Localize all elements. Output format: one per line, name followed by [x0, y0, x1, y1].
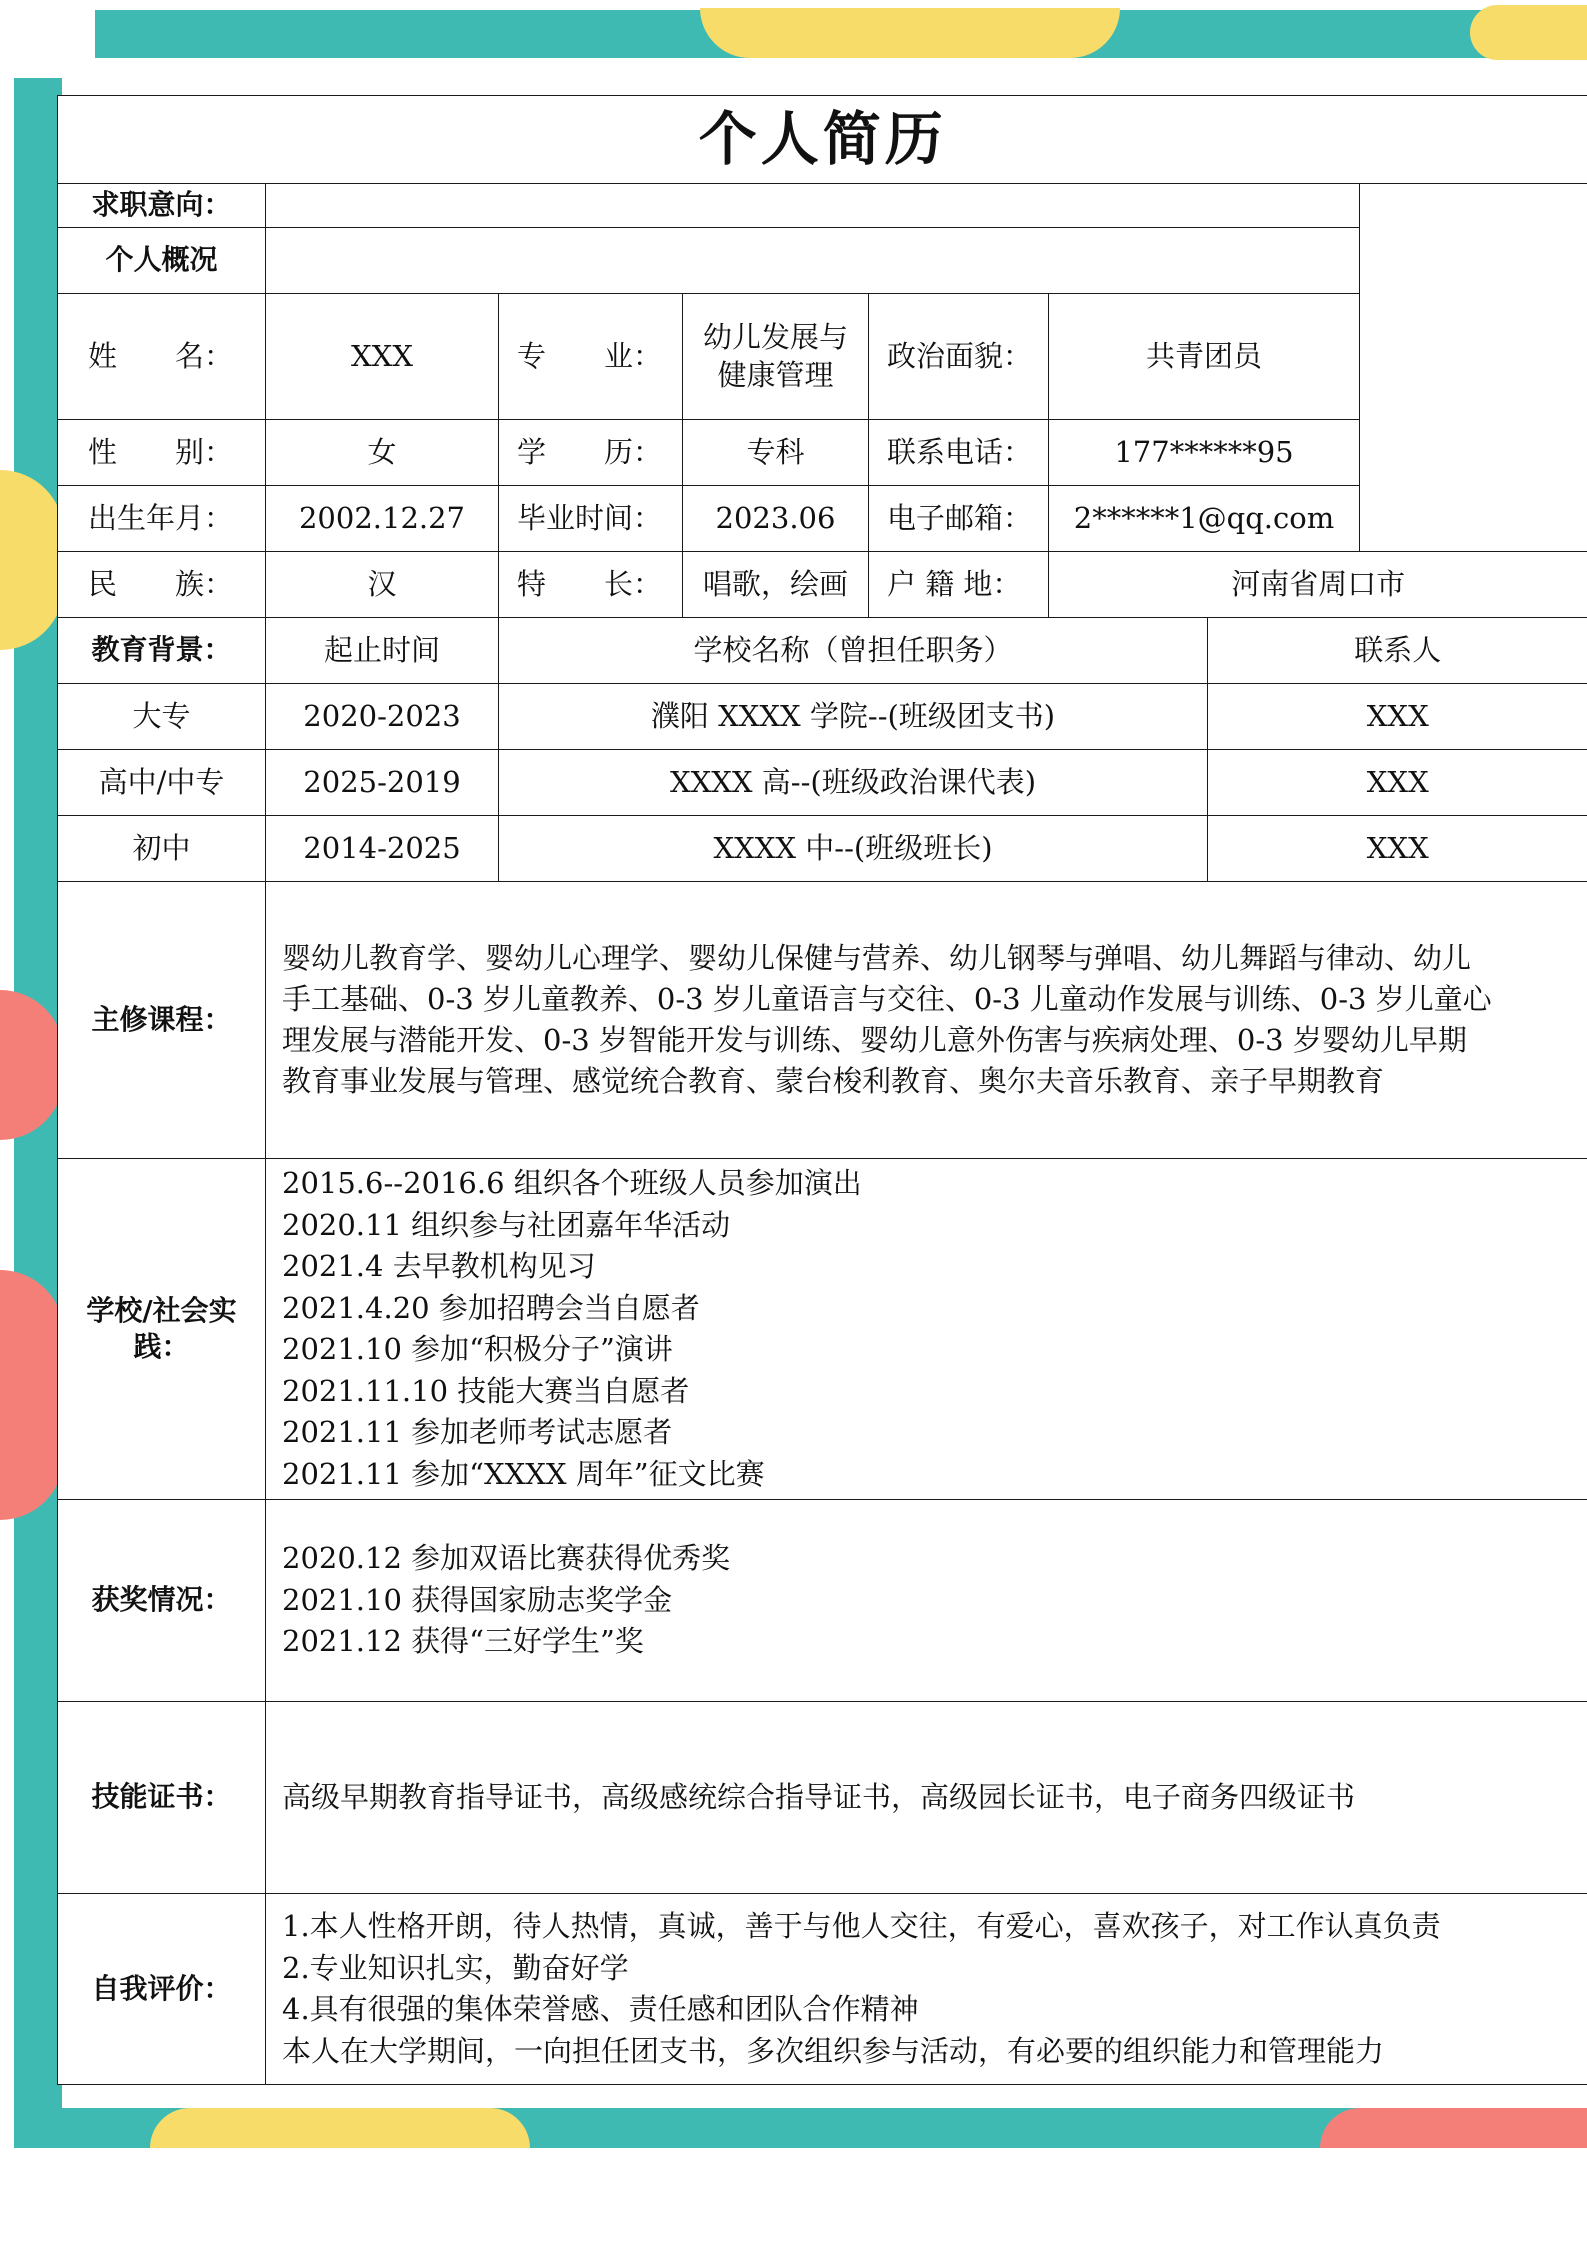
self-eval-item: 本人在大学期间，一向担任团支书，多次组织参与活动，有必要的组织能力和管理能力: [282, 2033, 1385, 2068]
deco-top-yellow-2: [1470, 5, 1587, 60]
award-item: 2020.12 参加双语比赛获得优秀奖: [282, 1541, 731, 1576]
practice-item: 2021.4.20 参加招聘会当自愿者: [282, 1290, 700, 1325]
gender-label: 性 别：: [58, 420, 266, 486]
edu-label: 学 历：: [499, 420, 683, 486]
education-contact: XXX: [1208, 684, 1587, 750]
overview-label: 个人概况: [58, 228, 266, 294]
education-level: 初中: [58, 816, 266, 882]
education-period: 2014-2025: [266, 816, 499, 882]
certs-label: 技能证书：: [58, 1702, 266, 1894]
hukou-label: 户 籍 地：: [869, 552, 1049, 618]
practice-label-line2: 践：: [133, 1330, 190, 1363]
education-contact: XXX: [1208, 816, 1587, 882]
edu-value: 专科: [683, 420, 869, 486]
education-school: XXXX 高--(班级政治课代表): [499, 750, 1208, 816]
practice-label-line1: 学校/社会实: [86, 1293, 237, 1327]
deco-top-yellow-1: [700, 8, 1120, 58]
ethnic-label: 民 族：: [58, 552, 266, 618]
education-row: [58, 750, 1587, 816]
education-header-contact: 联系人: [1208, 618, 1587, 684]
education-level: 大专: [58, 684, 266, 750]
awards-label: 获奖情况：: [58, 1500, 266, 1702]
award-item: 2021.12 获得“三好学生”奖: [282, 1624, 644, 1659]
political-label: 政治面貌：: [869, 294, 1049, 420]
courses-line: 教育事业发展与管理、感觉统合教育、蒙台梭利教育、奥尔夫音乐教育、亲子早期教育: [282, 1064, 1385, 1098]
award-item: 2021.10 获得国家励志奖学金: [282, 1582, 673, 1617]
major-value: 幼儿发展与健康管理: [683, 294, 869, 420]
skill-label: 特 长：: [499, 552, 683, 618]
political-value: 共青团员: [1049, 294, 1360, 420]
deco-bottom-coral: [1320, 2108, 1587, 2148]
deco-left-coral-2: [0, 1270, 64, 1520]
self-eval-item: 4.具有很强的集体荣誉感、责任感和团队合作精神: [282, 1992, 919, 2026]
education-period: 2020-2023: [266, 684, 499, 750]
awards-content: [266, 1500, 1587, 1702]
courses-line: 婴幼儿教育学、婴幼儿心理学、婴幼儿保健与营养、幼儿钢琴与弹唱、幼儿舞蹈与律动、幼儿: [282, 941, 1472, 975]
email-value: 2******1@qq.com: [1049, 486, 1360, 552]
practice-item: 2021.11.10 技能大赛当自愿者: [282, 1373, 690, 1408]
self-eval-label: 自我评价：: [58, 1894, 266, 2085]
self-eval-content: [266, 1894, 1587, 2085]
education-header-period: 起止时间: [266, 618, 499, 684]
education-period: 2025-2019: [266, 750, 499, 816]
practice-item: 2015.6--2016.6 组织各个班级人员参加演出: [282, 1166, 862, 1200]
practice-item: 2021.4 去早教机构见习: [282, 1249, 596, 1283]
major-label: 专 业：: [499, 294, 683, 420]
hukou-value: 河南省周口市: [1049, 552, 1587, 618]
education-school: 濮阳 XXXX 学院--(班级团支书): [499, 684, 1208, 750]
photo-area: [1360, 184, 1587, 552]
name-value: XXX: [266, 294, 499, 420]
overview-value: [266, 228, 1360, 294]
practice-item: 2020.11 组织参与社团嘉年华活动: [282, 1207, 731, 1242]
grad-label: 毕业时间：: [499, 486, 683, 552]
gender-value: 女: [266, 420, 499, 486]
education-header-school: 学校名称（曾担任职务）: [499, 618, 1208, 684]
courses-content: [266, 882, 1587, 1159]
job-intent-label: 求职意向：: [58, 184, 266, 228]
deco-bottom-yellow: [150, 2108, 530, 2148]
courses-label: 主修课程：: [58, 882, 266, 1159]
birth-label: 出生年月：: [58, 486, 266, 552]
practice-label: [58, 1159, 266, 1500]
birth-value: 2002.12.27: [266, 486, 499, 552]
education-row: [58, 684, 1587, 750]
skill-value: 唱歌，绘画: [683, 552, 869, 618]
self-eval-item: 2.专业知识扎实，勤奋好学: [282, 1950, 629, 1985]
ethnic-value: 汉: [266, 552, 499, 618]
resume-table: [57, 95, 1587, 2085]
self-eval-item: 1.本人性格开朗，待人热情，真诚，善于与他人交往，有爱心，喜欢孩子，对工作认真负责: [282, 1909, 1441, 1943]
name-label: 姓 名：: [58, 294, 266, 420]
education-level: 高中/中专: [58, 750, 266, 816]
practice-item: 2021.10 参加“积极分子”演讲: [282, 1332, 673, 1366]
certs-content: 高级早期教育指导证书，高级感统综合指导证书，高级园长证书，电子商务四级证书: [266, 1702, 1587, 1894]
practice-item: 2021.11 参加“XXXX 周年”征文比赛: [282, 1456, 765, 1491]
job-intent-value: [266, 184, 1360, 228]
grad-value: 2023.06: [683, 486, 869, 552]
education-row: [58, 816, 1587, 882]
education-contact: XXX: [1208, 750, 1587, 816]
education-label: 教育背景：: [58, 618, 266, 684]
education-school: XXXX 中--(班级班长): [499, 816, 1208, 882]
courses-line: 理发展与潜能开发、0-3 岁智能开发与训练、婴幼儿意外伤害与疾病处理、0-3 岁婴幼儿早期: [282, 1023, 1467, 1057]
phone-label: 联系电话：: [869, 420, 1049, 486]
phone-value: 177******95: [1049, 420, 1360, 486]
practice-content: [266, 1159, 1587, 1500]
practice-item: 2021.11 参加老师考试志愿者: [282, 1415, 673, 1449]
page-title: 个人简历: [58, 96, 1587, 184]
courses-line: 手工基础、0-3 岁儿童教养、0-3 岁儿童语言与交往、0-3 儿童动作发展与训练、0-3 岁儿童心: [282, 982, 1492, 1016]
email-label: 电子邮箱：: [869, 486, 1049, 552]
